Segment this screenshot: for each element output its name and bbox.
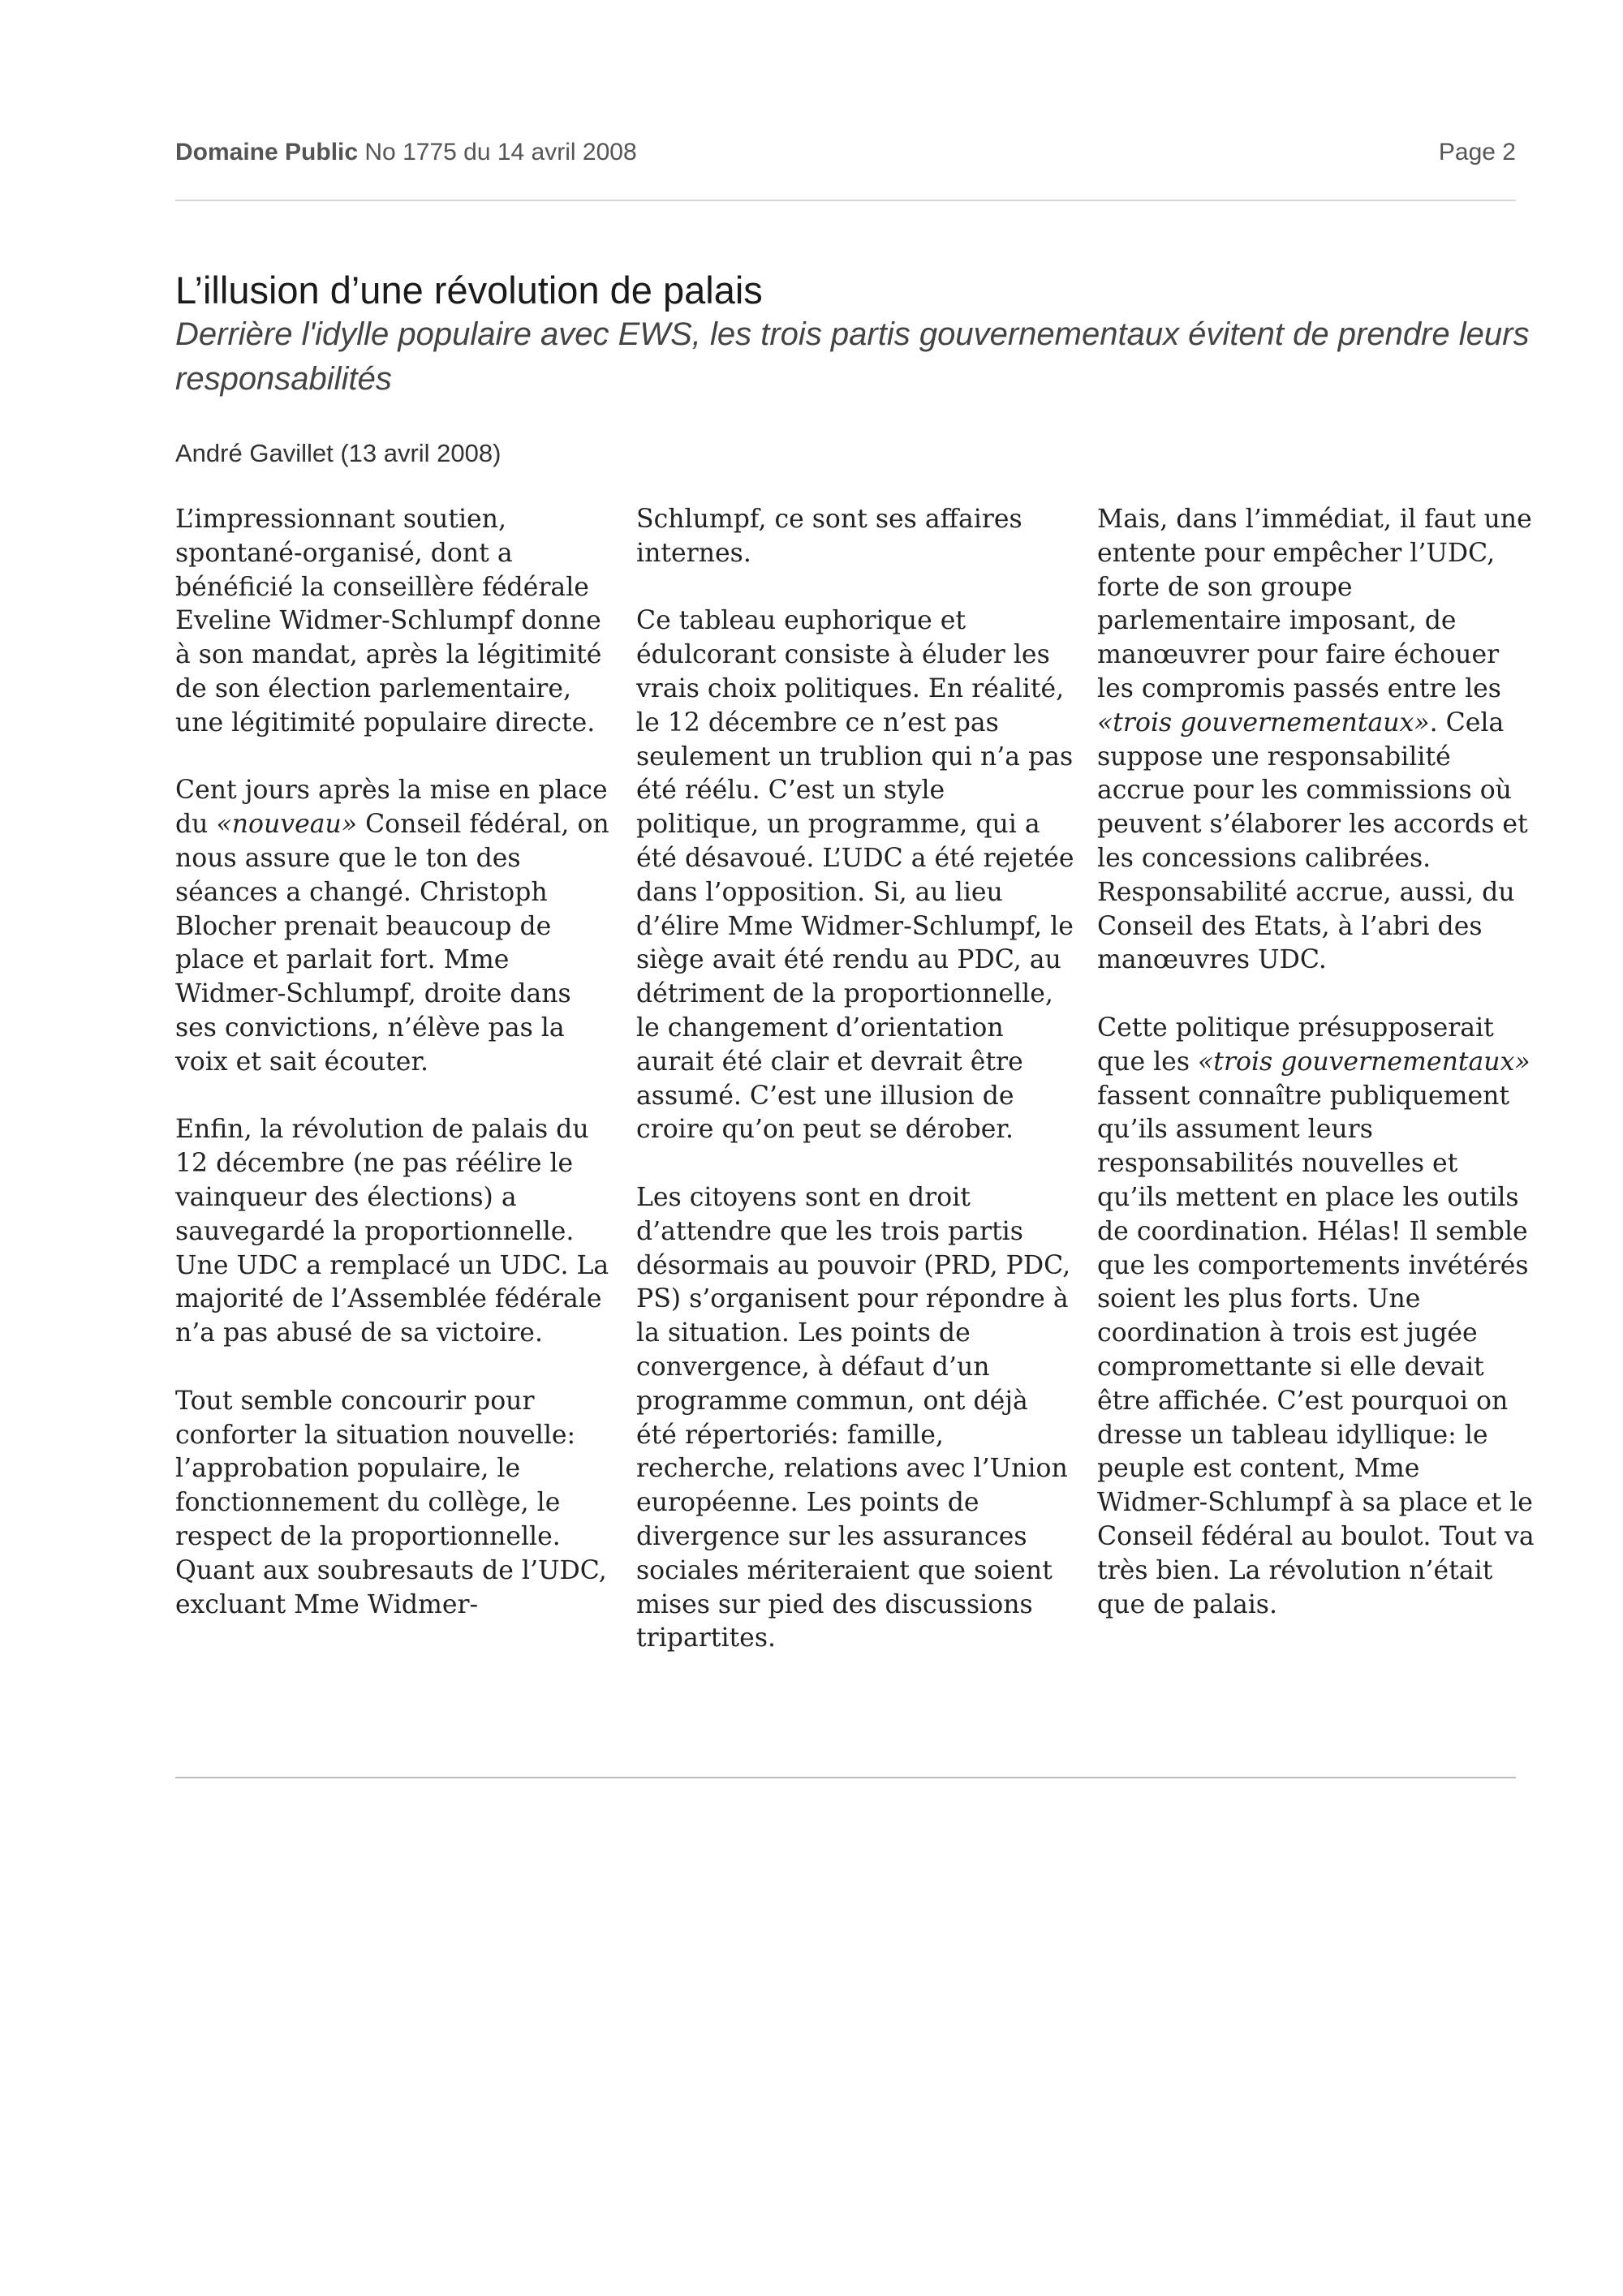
paragraph: Cette politique présupposerait que les «trois gouvernementaux» fassent connaître publiquement qu’ils assument leurs responsabilités nouvelles et qu’ils mettent en place les outils de coordination. Hélas! Il semble que les comportements invétérés soient les plus forts. Une coordination à trois est jugée compromettante si elle devait être affichée. C’est pourquoi on dresse un tableau idyllique: le peuple est content, Mme Widmer-Schlumpf à sa place et le Conseil fédéral au boulot. Tout va très bien. La révolution n’était que de palais. — [1097, 1013, 1535, 1619]
column-3 — [1097, 503, 1535, 1656]
header-divider — [175, 200, 1516, 201]
paragraph: Ce tableau euphorique et édulcorant consiste à éluder les vrais choix politiques. En réalité, le 12 décembre ce n’est pas seulement un trublion qui n’a pas été réélu. C’est un style politique, un programme, qui a été désavoué. L’UDC a été rejetée dans l’opposition. Si, au lieu d’élire Mme Widmer-Schlumpf, le siège avait été rendu au PDC, au détriment de la proportionnelle, le changement d’orientation aurait été clair et devrait être assumé. C’est une illusion de croire qu’on peut se dérober. — [636, 606, 1074, 1145]
paragraph: Les citoyens sont en droit d’attendre que les trois partis désormais au pouvoir (PRD, PDC, PS) s’organisent pour répondre à la situation. Les points de convergence, à défaut d’un programme commun, ont déjà été répertoriés: famille, recherche, relations avec l’Union européenne. Les points de divergence sur les assurances sociales mériteraient que soient mises sur pied des discussions tripartites. — [636, 1182, 1071, 1653]
paragraph: L’impressionnant soutien, spontané-organisé, dont a bénéficié la conseillère fédérale Eveline Widmer-Schlumpf donne à son mandat, après la légitimité de son élection parlementaire, une légitimité populaire directe. — [175, 505, 602, 737]
quoted-term: «trois gouvernementaux» — [1097, 707, 1430, 737]
paragraph: Schlumpf, ce sont ses affaires internes. — [636, 505, 1022, 568]
paragraph: Enfin, la révolution de palais du 12 décembre (ne pas réélire le vainqueur des élections) a sauvegardé la proportionnelle. Une UDC a remplacé un UDC. La majorité de l’Assemblée fédérale n’a pas abusé de sa victoire. — [175, 1115, 609, 1348]
paragraph: Tout semble concourir pour conforter la situation nouvelle: l’approbation populaire, le fonctionnement du collège, le respect de la proportionnelle. Quant aux soubresauts de l’UDC, excluant Mme Widmer- — [175, 1386, 607, 1619]
page-number: Page 2 — [1438, 139, 1516, 166]
quoted-term: «trois gouvernementaux» — [1198, 1047, 1530, 1077]
publication-name: Domaine Public — [175, 139, 359, 166]
article-byline: André Gavillet (13 avril 2008) — [175, 439, 502, 467]
column-2 — [636, 503, 1074, 1690]
footer-divider — [175, 1777, 1516, 1778]
page-header — [175, 135, 1516, 170]
article-subtitle: Derrière l'idylle populaire avec EWS, les trois partis gouvernementaux évitent de prendre leurs responsabilités — [175, 316, 1530, 397]
issue-info: No 1775 du 14 avril 2008 — [364, 139, 637, 166]
article-body — [175, 503, 1539, 1752]
paragraph: Mais, dans l’immédiat, il faut une entente pour empêcher l’UDC, forte de son groupe parlementaire imposant, de manœuvrer pour faire échouer les compromis passés entre les «trois gouvernementaux». Cela suppose une responsabilité accrue pour les commissions où peuvent s’élaborer les accords et les concessions calibrées. Responsabilité accrue, aussi, du Conseil des Etats, à l’abri des manœuvres UDC. — [1097, 505, 1532, 975]
article-title: L’illusion d’une révolution de palais — [175, 269, 763, 312]
quoted-term: «nouveau» — [216, 810, 358, 840]
paragraph: Cent jours après la mise en place du «nouveau» Conseil fédéral, on nous assure que le ton des séances a changé. Christoph Blocher prenait beaucoup de place et parlait fort. Mme Widmer-Schlumpf, droite dans ses convictions, n’élève pas la voix et sait écouter. — [175, 776, 609, 1077]
column-1 — [175, 503, 613, 1656]
